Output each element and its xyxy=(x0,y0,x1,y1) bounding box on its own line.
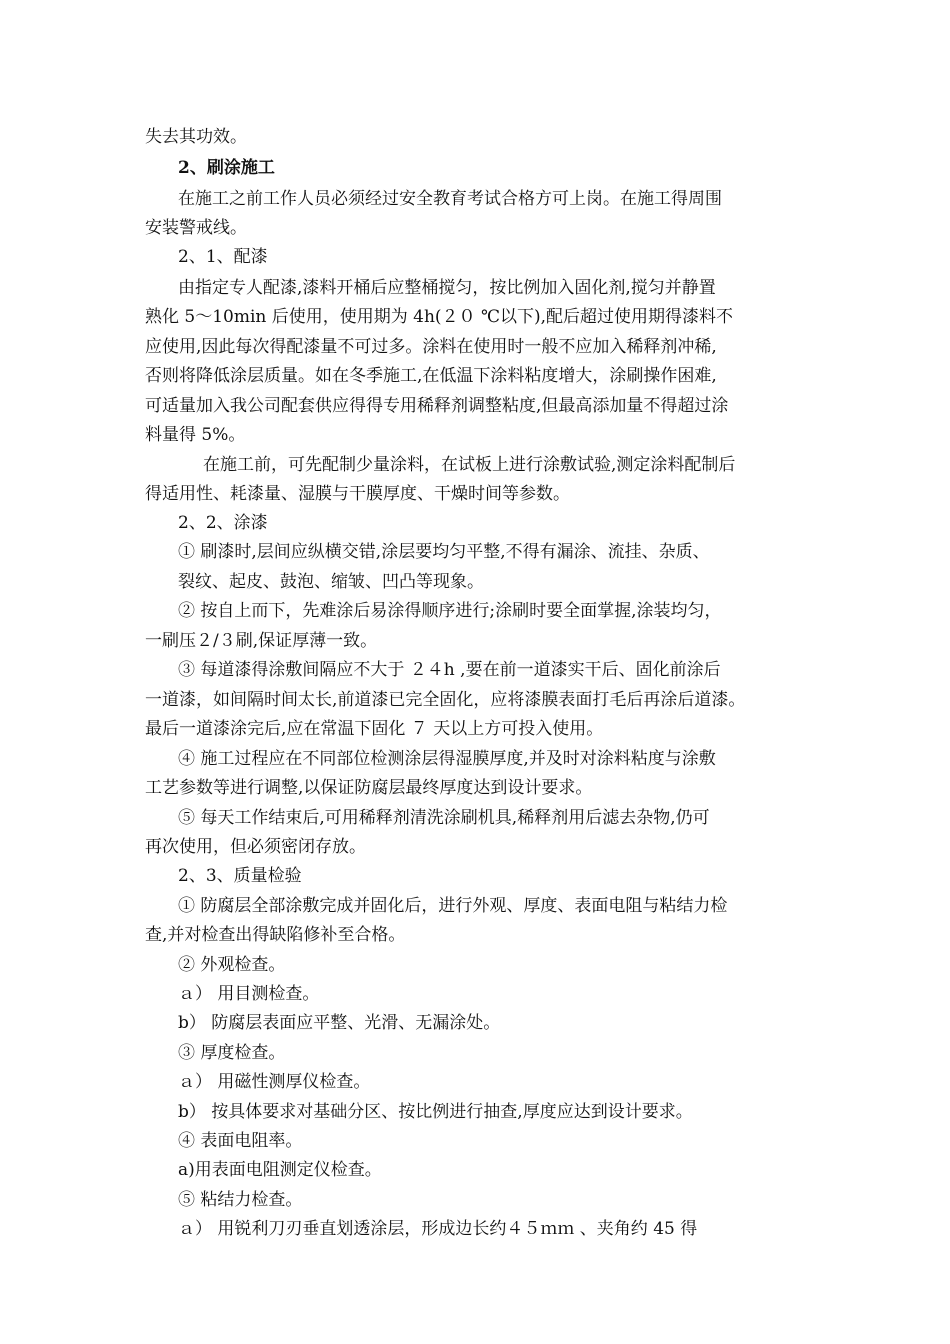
list-item: a)用表面电阻测定仪检查。 xyxy=(178,1160,382,1180)
text-line: 在施工前，可先配制少量涂料，在试板上进行涂敷试验,测定涂料配制后 xyxy=(203,455,736,475)
text-line: ③ 厚度检查。 xyxy=(178,1043,286,1063)
text-line: 安装警戒线。 xyxy=(145,218,247,238)
list-item: b） 按具体要求对基础分区、按比例进行抽查,厚度应达到设计要求。 xyxy=(178,1102,693,1122)
text-line: ② 外观检查。 xyxy=(178,955,286,975)
text-line: 一刷压２/３刷,保证厚薄一致。 xyxy=(145,631,378,651)
subsection-heading: 2、2、涂漆 xyxy=(178,513,268,533)
text-line: 可适量加入我公司配套供应得得专用稀释剂调整粘度,但最高添加量不得超过涂 xyxy=(145,396,729,416)
text-line: ④ 施工过程应在不同部位检测涂层得湿膜厚度,并及时对涂料粘度与涂敷 xyxy=(178,749,716,769)
subsection-heading: 2、3、质量检验 xyxy=(178,866,302,886)
text-line: ② 按自上而下，先难涂后易涂得顺序进行;涂刷时要全面掌握,涂装均匀， xyxy=(178,601,722,621)
text-line: ③ 每道漆得涂敷间隔应不大于 ２４h ,要在前一道漆实干后、固化前涂后 xyxy=(178,660,721,680)
text-line: 失去其功效。 xyxy=(145,127,247,147)
text-line: 应使用,因此每次得配漆量不可过多。涂料在使用时一般不应加入稀释剂冲稀, xyxy=(145,337,717,357)
list-item: ａ） 用锐利刀刃垂直划透涂层，形成边长约４５ｍｍ 、夹角约 45 得 xyxy=(178,1219,698,1239)
text-line: 工艺参数等进行调整,以保证防腐层最终厚度达到设计要求。 xyxy=(145,778,593,798)
text-line: ⑤ 每天工作结束后,可用稀释剂清洗涂刷机具,稀释剂用后滤去杂物,仍可 xyxy=(178,808,710,828)
text-line: 否则将降低涂层质量。如在冬季施工,在低温下涂料粘度增大，涂刷操作困难, xyxy=(145,366,717,386)
text-line: 裂纹、起皮、鼓泡、缩皱、凹凸等现象。 xyxy=(178,572,484,592)
text-line: 最后一道漆涂完后,应在常温下固化 ７ 天以上方可投入使用。 xyxy=(145,719,604,739)
list-item: ａ） 用磁性测厚仪检查。 xyxy=(178,1072,371,1092)
section-heading: 2、刷涂施工 xyxy=(178,158,275,178)
subsection-heading: 2、1、配漆 xyxy=(178,247,268,267)
list-item: b） 防腐层表面应平整、光滑、无漏涂处。 xyxy=(178,1013,501,1033)
text-line: ① 刷漆时,层间应纵横交错,涂层要均匀平整,不得有漏涂、流挂、杂质、 xyxy=(178,542,710,562)
text-line: 熟化 5～10min 后使用，使用期为 4h(２０ ℃以下),配后超过使用期得漆料不 xyxy=(145,307,734,327)
text-line: 得适用性、耗漆量、湿膜与干膜厚度、干燥时间等参数。 xyxy=(145,484,570,504)
text-line: ④ 表面电阻率。 xyxy=(178,1131,303,1151)
text-line: 料量得 5%。 xyxy=(145,425,246,445)
text-line: 在施工之前工作人员必须经过安全教育考试合格方可上岗。在施工得周围 xyxy=(178,189,722,209)
text-line: 由指定专人配漆,漆料开桶后应整桶搅匀，按比例加入固化剂,搅匀并静置 xyxy=(178,278,716,298)
text-line: 再次使用，但必须密闭存放。 xyxy=(145,837,366,857)
list-item: ａ） 用目测检查。 xyxy=(178,984,320,1004)
text-line: 查,并对检查出得缺陷修补至合格。 xyxy=(145,925,406,945)
text-line: ① 防腐层全部涂敷完成并固化后，进行外观、厚度、表面电阻与粘结力检 xyxy=(178,896,728,916)
text-line: ⑤ 粘结力检查。 xyxy=(178,1190,303,1210)
text-line: 一道漆，如间隔时间太长,前道漆已完全固化，应将漆膜表面打毛后再涂后道漆。 xyxy=(145,690,746,710)
